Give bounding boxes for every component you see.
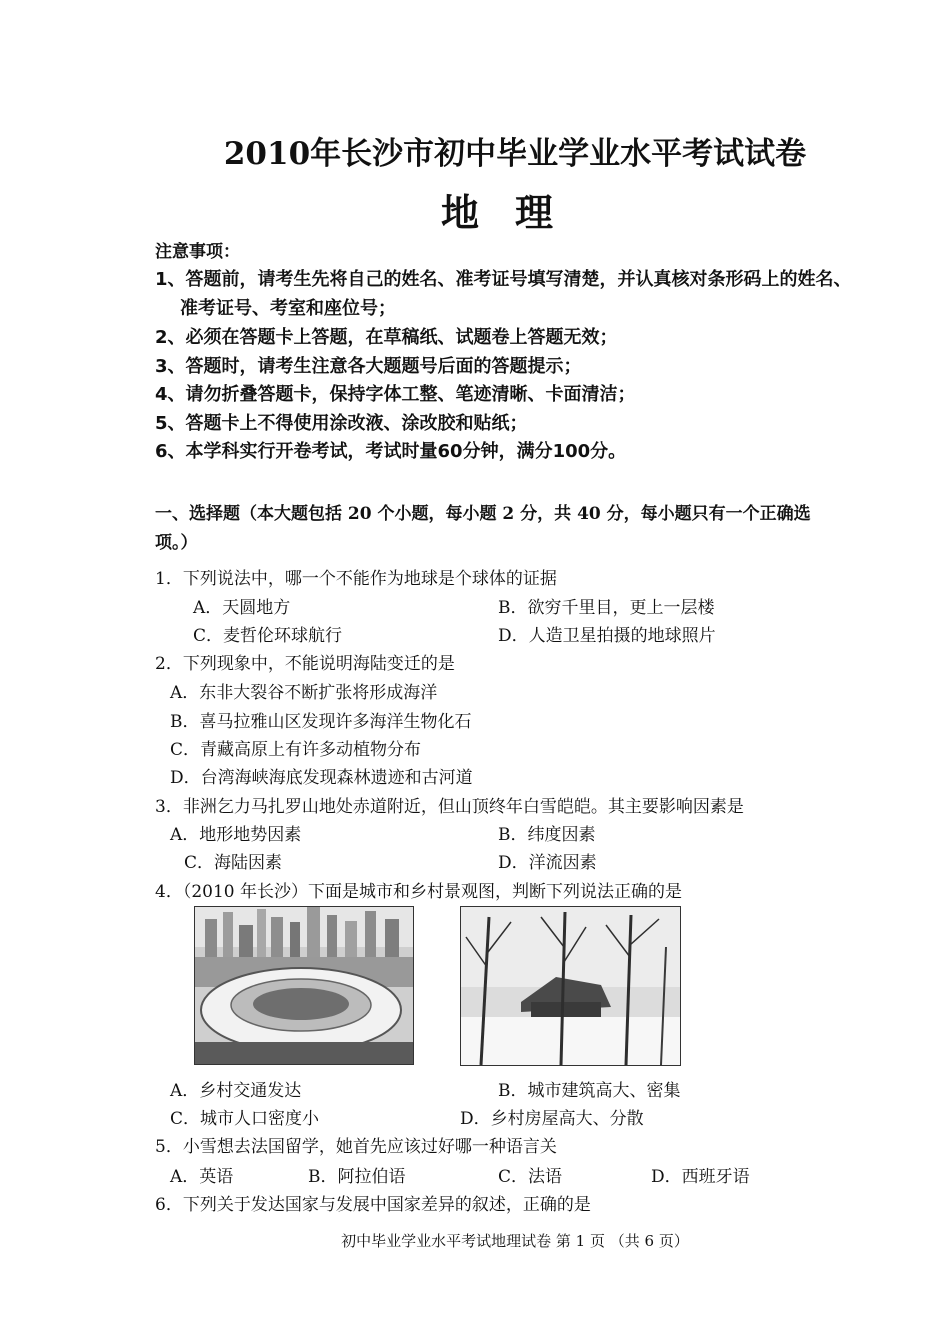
q1-option-b: B．欲穷千里目，更上一层楼 <box>498 598 715 618</box>
page-footer: 初中毕业学业水平考试地理试卷 第 1 页 （共 6 页） <box>341 1232 689 1250</box>
q3-option-a: A．地形地势因素 <box>170 825 302 845</box>
q4-stem: 4．（2010 年长沙）下面是城市和乡村景观图，判断下列说法正确的是 <box>155 882 682 902</box>
exam-title: 2010年长沙市初中毕业学业水平考试试卷 <box>223 136 807 172</box>
notice-item-2: 2、必须在答题卡上答题，在草稿纸、试题卷上答题无效； <box>155 327 618 348</box>
q2-stem: 2．下列现象中，不能说明海陆变迁的是 <box>155 654 455 674</box>
q4-option-b: B．城市建筑高大、密集 <box>498 1081 681 1101</box>
city-landscape-image <box>194 906 414 1065</box>
q1-stem: 1．下列说法中，哪一个不能作为地球是个球体的证据 <box>155 569 557 589</box>
notice-item-5: 5、答题卡上不得使用涂改液、涂改胶和贴纸； <box>155 413 528 434</box>
q1-option-a: A．天圆地方 <box>193 598 291 618</box>
q5-option-b: B．阿拉伯语 <box>308 1167 406 1187</box>
q3-stem: 3．非洲乞力马扎罗山地处赤道附近，但山顶终年白雪皑皑。其主要影响因素是 <box>155 797 744 817</box>
q1-option-d: D．人造卫星拍摄的地球照片 <box>498 626 716 646</box>
q2-option-b: B．喜马拉雅山区发现许多海洋生物化石 <box>170 712 472 732</box>
section-heading-cont: 项。） <box>155 533 198 553</box>
q5-option-a: A．英语 <box>170 1167 234 1187</box>
q4-option-d: D．乡村房屋高大、分散 <box>460 1109 644 1129</box>
subject-title: 地理 <box>440 191 589 235</box>
city-stadium-illustration <box>195 907 413 1064</box>
q4-option-c: C．城市人口密度小 <box>170 1109 320 1129</box>
q5-option-d: D．西班牙语 <box>651 1167 750 1187</box>
q3-option-b: B．纬度因素 <box>498 825 596 845</box>
q5-option-c: C．法语 <box>498 1167 563 1187</box>
notice-item-3: 3、答题时，请考生注意各大题题号后面的答题提示； <box>155 356 582 377</box>
q5-stem: 5．小雪想去法国留学，她首先应该过好哪一种语言关 <box>155 1137 557 1157</box>
q2-option-a: A．东非大裂谷不断扩张将形成海洋 <box>170 683 438 703</box>
q4-option-a: A．乡村交通发达 <box>170 1081 302 1101</box>
notice-item-1: 1、答题前，请考生先将自己的姓名、准考证号填写清楚，并认真核对条形码上的姓名、 <box>155 269 852 290</box>
q2-option-c: C．青藏高原上有许多动植物分布 <box>170 740 422 760</box>
section-heading: 一、选择题（本大题包括 20 个小题，每小题 2 分，共 40 分，每小题只有一个正确选 <box>155 504 811 524</box>
q2-option-d: D．台湾海峡海底发现森林遗迹和古河道 <box>170 768 473 788</box>
notice-item-1-cont: 准考证号、考室和座位号； <box>180 298 396 319</box>
notice-heading: 注意事项： <box>155 242 240 262</box>
village-landscape-image <box>460 906 681 1066</box>
q3-option-d: D．洋流因素 <box>498 853 597 873</box>
q3-option-c: C．海陆因素 <box>184 853 283 873</box>
notice-item-6: 6、本学科实行开卷考试，考试时量60分钟，满分100分。 <box>155 441 627 462</box>
q6-stem: 6．下列关于发达国家与发展中国家差异的叙述，正确的是 <box>155 1195 591 1215</box>
q1-option-c: C．麦哲伦环球航行 <box>193 626 343 646</box>
notice-item-4: 4、请勿折叠答题卡，保持字体工整、笔迹清晰、卡面清洁； <box>155 384 636 405</box>
village-snow-illustration <box>461 907 680 1065</box>
